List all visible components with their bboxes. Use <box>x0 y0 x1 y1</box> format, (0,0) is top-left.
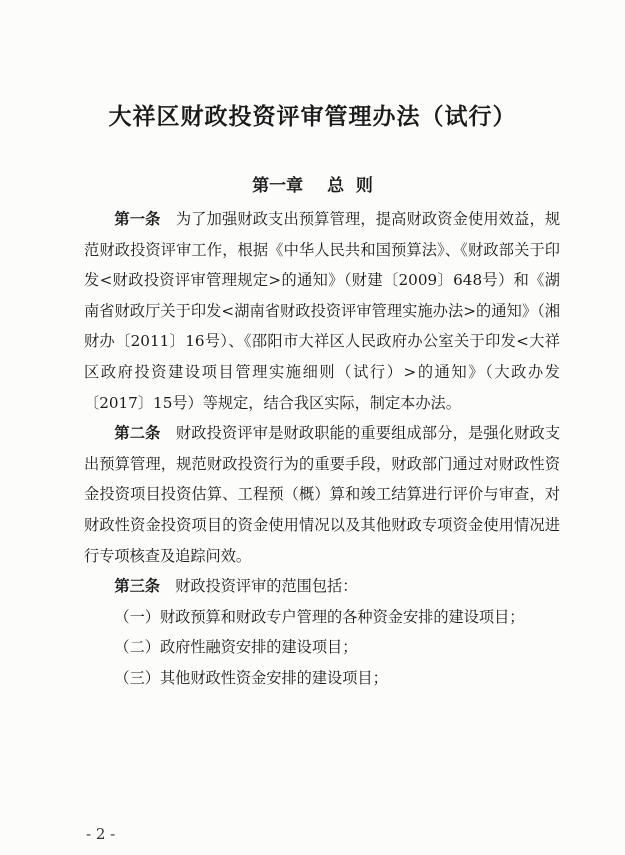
article-1 <box>84 204 560 418</box>
article-label: 第二条 <box>114 424 161 443</box>
chapter-number: 第一章 <box>252 176 304 196</box>
list-item: （三）其他财政性资金安排的建设项目； <box>114 668 388 687</box>
chapter-heading <box>0 174 625 198</box>
list-item: （一）财政预算和财政专户管理的各种资金安排的建设项目； <box>114 607 525 626</box>
article-3 <box>84 571 560 602</box>
article-text: 为了加强财政支出预算管理，提高财政资金使用效益，规范财政投资评审工作，根据《中华人民共和国预算法》、《财政部关于印发<财政投资评审管理规定>的通知》（财建〔2009〕648号）和《湖南省财政厅关于印发<湖南省财政投资评审管理实施办法>的通知》（湘财办〔2011〕16号）、《邵阳市大祥区人民政府办公室关于印发<大祥区政府投资建设项目管理实施细则（试行）>的通知》（大政办发〔2017〕15号）等规定，结合我区实际，制定本办法。 <box>84 210 561 412</box>
page-number: - 2 - <box>86 825 116 843</box>
document-title: 大祥区财政投资评审管理办法（试行） <box>108 103 517 130</box>
article-text: 财政投资评审是财政职能的重要组成部分，是强化财政支出预算管理，规范财政投资行为的重要手段，财政部门通过对财政性资金投资项目投资估算、工程预（概）算和竣工结算进行评价与审查，对财政性资金投资项目的资金使用情况以及其他财政专项资金使用情况进行专项核查及追踪问效。 <box>84 424 561 565</box>
article-label: 第一条 <box>114 210 161 228</box>
chapter-name: 总 则 <box>327 176 373 196</box>
list-item: （二）政府性融资安排的建设项目； <box>114 638 358 657</box>
article-2 <box>84 418 560 571</box>
article-label: 第三条 <box>114 577 160 596</box>
article-text: 财政投资评审的范围包括： <box>159 577 358 596</box>
document-body <box>84 204 560 694</box>
